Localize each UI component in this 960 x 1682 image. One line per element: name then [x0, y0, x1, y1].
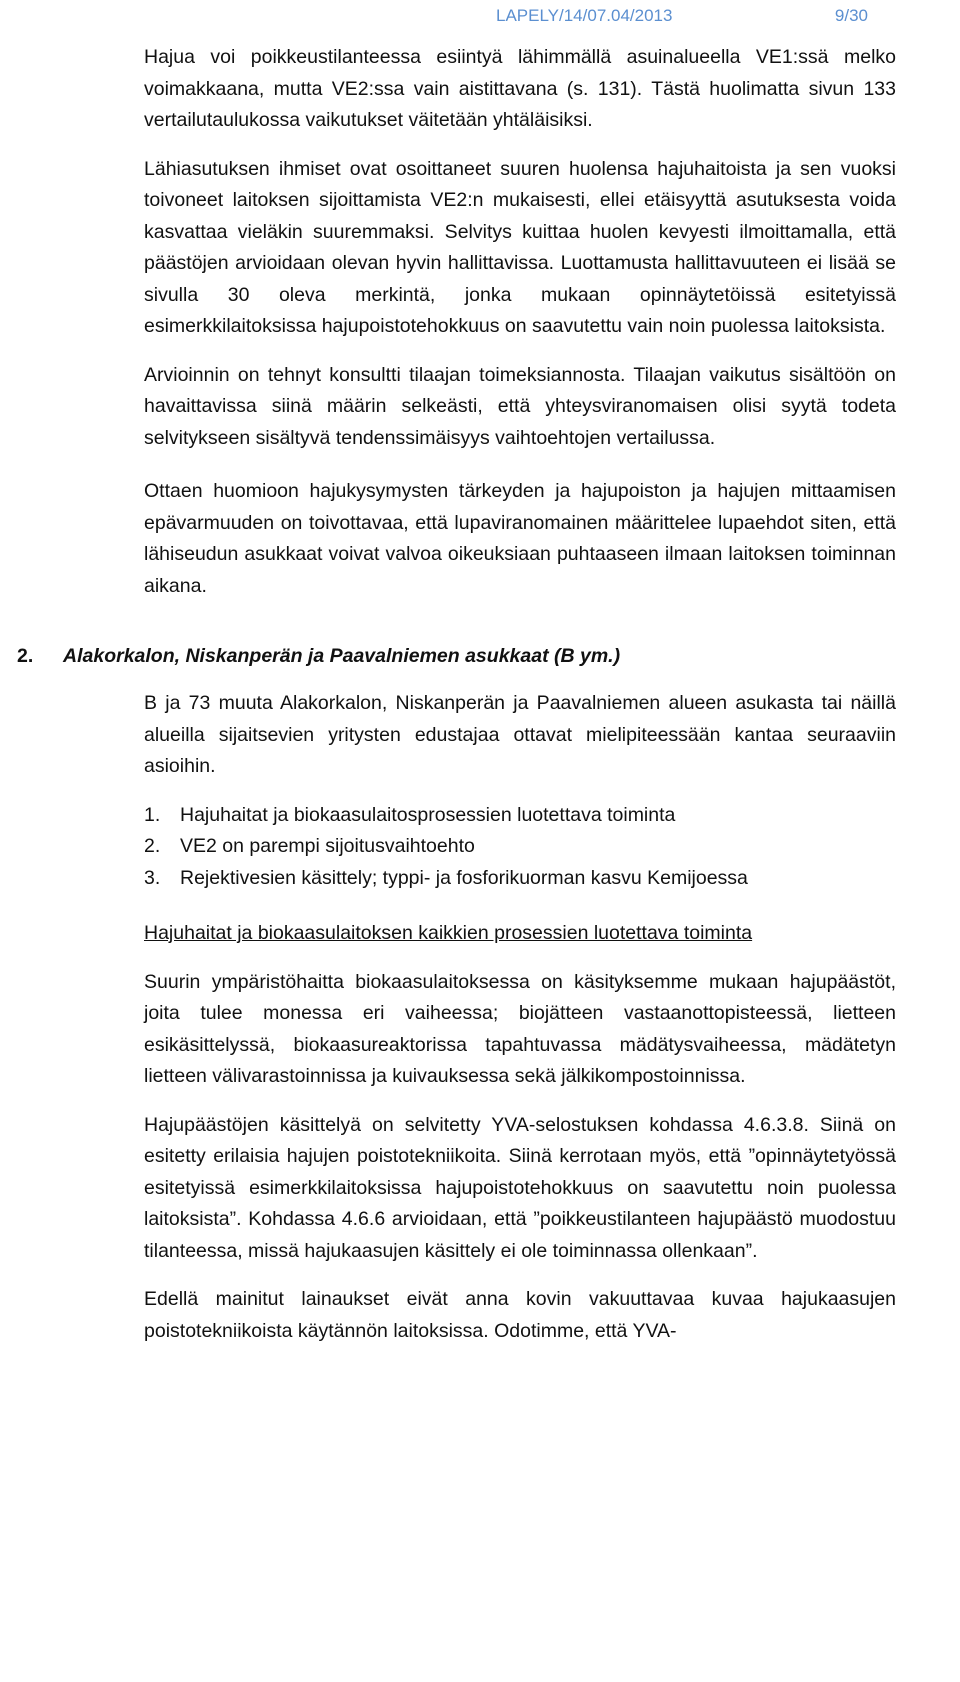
topics-list — [144, 800, 896, 895]
list-item-number: 3. — [144, 866, 161, 889]
paragraph-quotes-conclusion: Edellä mainitut lainaukset eivät anna kovin vakuuttavaa kuvaa hajukaasujen poistotekniikoista käytännön laitoksissa. Odotimme, että YVA- — [144, 1288, 896, 1342]
paragraph-main-harm: Suurin ympäristöhaitta biokaasulaitoksessa on käsityksemme mukaan hajupäästöt, joita tulee monessa eri vaiheessa; biojätteen vastaanottopisteessä, lietteen esikäsittelyssä, biokaasureaktorissa tapahtuvassa mädätysvaiheessa, mädätetyn lietteen välivarastoinnissa ja kuivauksessa sekä jälkikompostoinnissa. — [144, 970, 896, 1087]
paragraph-permit-conditions: Ottaen huomioon hajukysymysten tärkeyden ja hajupoiston ja hajujen mittaamisen epävarmuuden on toivottavaa, että lupaviranomainen määrittelee lupaehdot siten, että lähiseudun asukkaat voivat valvoa oikeuksiaan puhtaaseen ilmaan laitoksen toiminnan aikana. — [144, 480, 896, 597]
subheading-odour-issues: Hajuhaitat ja biokaasulaitoksen kaikkien prosessien luotettava toiminta — [144, 922, 753, 944]
section-number: 2. — [17, 645, 34, 667]
list-item — [144, 863, 896, 895]
page-number: 9/30 — [834, 6, 868, 25]
section-intro: B ja 73 muuta Alakorkalon, Niskanperän ja Paavalniemen alueen asukasta tai näillä alueilla sijaitsevien yritysten edustajaa ottavat mielipiteessään kantaa seuraaviin asioihin. — [144, 692, 896, 777]
running-title: LAPELY/14/07.04/2013 — [496, 6, 673, 25]
paragraph-odour-exceptional: Hajua voi poikkeustilanteessa esiintyä lähimmällä asuinalueella VE1:ssä melko voimakkaana, mutta VE2:ssa vain aistittavana (s. 131). Tästä huolimatta sivun 133 vertailutaulukossa vaikutukset väitetään yhtäläisiksi. — [144, 46, 896, 131]
section-title: Alakorkalon, Niskanperän ja Paavalniemen asukkaat (B ym.) — [63, 645, 621, 667]
list-item — [144, 831, 896, 863]
list-item-number: 2. — [144, 835, 161, 857]
list-item-text: VE2 on parempi sijoitusvaihtoehto — [180, 835, 475, 857]
paragraph-odour-treatment: Hajupäästöjen käsittelyä on selvitetty YVA-selostuksen kohdassa 4.6.3.8. Siinä on esitetty erilaisia hajujen poistotekniikoita. Siinä kerrotaan myös, että ”opinnäytetyössä esitetyissä esimerkkilaitoksissa hajupoistotehokkuus on saavutettu noin puolessa laitoksista”. Kohdassa 4.6.6 arvioidaan, että ”poikkeustilanteen hajupäästö muodostuu tilanteessa, missä hajukaasujen käsittely ei ole toiminnassa ollenkaan”. — [144, 1113, 896, 1262]
page-header — [496, 6, 876, 26]
list-item-number: 1. — [144, 803, 161, 826]
section-heading — [17, 641, 896, 671]
document-body — [17, 42, 896, 1347]
list-item-text: Hajuhaitat ja biokaasulaitosprosessien luotettava toiminta — [180, 803, 676, 826]
list-item — [144, 800, 896, 832]
paragraph-residents-concern: Lähiasutuksen ihmiset ovat osoittaneet suuren huolensa hajuhaitoista ja sen vuoksi toivoneet laitoksen sijoittamista VE2:n mukaisesti, ellei etäisyyttä asutuksesta voida kasvattaa vieläkin suuremmaksi. Selvitys kuittaa huolen kevyesti ilmoittamalla, että päästöjen arvioidaan olevan hyvin hallittavissa. Luottamusta hallittavuuteen ei lisää se sivulla 30 oleva merkintä, jonka mukaan opinnäytetöissä esitetyissä esimerkkilaitoksissa hajupoistotehokkuus on saavutettu vain noin puolessa laitoksista. — [144, 157, 896, 337]
paragraph-consultant-assessment: Arvioinnin on tehnyt konsultti tilaajan toimeksiannosta. Tilaajan vaikutus sisältöön on havaittavissa siinä määrin selkeästi, että yhteysviranomaisen olisi syytä todeta selvitykseen sisältyvä tendenssimäisyys vaihtoehtojen vertailussa. — [144, 363, 896, 449]
list-item-text: Rejektivesien käsittely; typpi- ja fosforikuorman kasvu Kemijoessa — [180, 866, 748, 889]
